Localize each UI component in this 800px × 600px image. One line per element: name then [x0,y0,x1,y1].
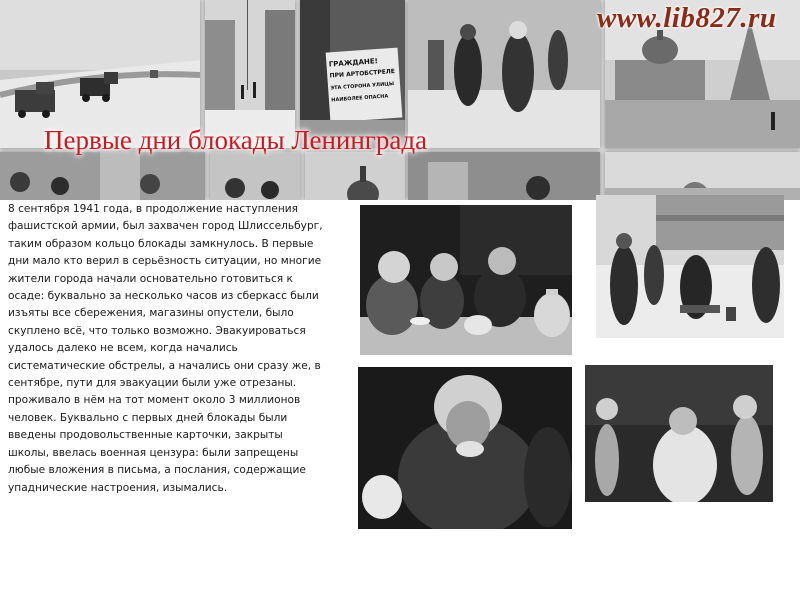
body-line: проживало в нём на тот момент около 3 миллионов [8,394,301,407]
body-line: фашистской армии, был захвачен город Шлиссельбург, [8,220,323,233]
photo-elderly-woman-eating [358,367,572,529]
body-line: систематические обстрелы, а начались они сразу же, в [8,359,321,372]
photo-women-at-water-hole [596,195,784,338]
body-line: любые вложения в письма, а послания, содержащие [8,464,306,477]
photo-children-at-table [360,205,572,355]
header-photo-collage [0,0,800,200]
body-line: человек. Буквально с первых дней блокады были [8,411,288,424]
poster-text [328,54,403,107]
body-line: удалось далеко не всем, когда начались [8,342,238,355]
photo-doctor-examining-children [585,365,773,502]
body-line: школы, ввелась военная цензура: были запрещены [8,446,299,459]
body-line: осаде: буквально за несколько часов из сберкасс были [8,290,319,303]
body-line: сентябре, пути для эвакуации были уже отрезаны. [8,377,297,390]
poster-line: ЭТА СТОРОНА УЛИЦЫ [330,81,395,92]
collage-photo-street-view [605,152,800,200]
body-line: таким образом кольцо блокады замкнулось. В первые [8,237,314,250]
body-line: изъяты все сбережения, магазины опустели, было [8,307,294,320]
body-line: 8 сентября 1941 года, в продолжение наступления [8,203,299,215]
body-line: упаднические настроения, изымались. [8,481,228,494]
poster-line: ПРИ АРТОБСТРЕЛЕ [329,67,396,80]
site-url[interactable]: www.lib827.ru [597,2,777,34]
slide-title: Первые дни блокады Ленинграда [44,125,428,155]
body-text [8,201,358,497]
poster-line: ГРАЖДАНЕ! [328,57,379,69]
body-line: введены продовольственные карточки, закрыты [8,429,283,442]
body-line: жители города начали основательно готовиться к [8,272,293,285]
body-line: дни мало кто верил в серьёзность ситуации, но многие [8,255,322,268]
poster-line: НАИБОЛЕЕ ОПАСНА [331,93,389,104]
body-line: скуплено всё, что только возможно. Эвакуироваться [8,324,306,337]
